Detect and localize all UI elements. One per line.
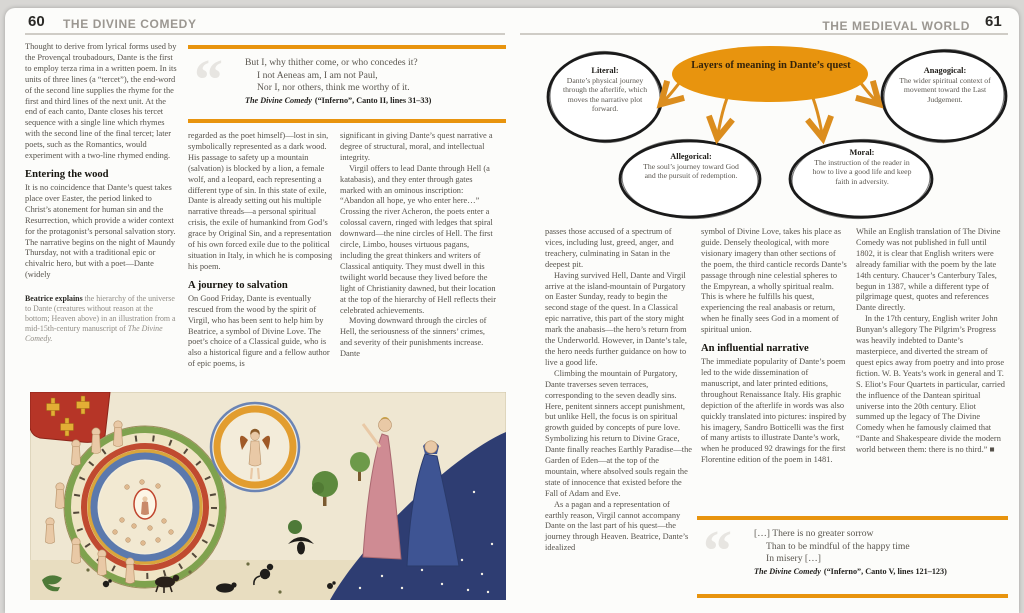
running-head-right: THE MEDIEVAL WORLD [822, 19, 970, 33]
header-rule-left [25, 33, 505, 35]
body-paragraph: It is no coincidence that Dante’s quest takes place over Easter, the period linked to Christ’s atonement for human sin and the Resurrection, which provide a wider context for the protagonist’s personal salvation story. The narrative begins on the night of Maundy Thursday, not with a traditional epic or chivalric hero, but with a poet—Dante (widely [25, 182, 176, 280]
cosmos-diagram [64, 426, 226, 588]
section-heading-journey-to-salvation: A journey to salvation [188, 279, 288, 291]
left-column-2 [188, 131, 333, 370]
quote-line-1: […] There is no greater sorrow [754, 528, 874, 539]
left-column-1 [25, 42, 177, 344]
section-heading-influential-narrative: An influential narrative [701, 343, 809, 355]
quote-attribution: The Divine Comedy (“Inferno”, Canto V, lines 121–123) [754, 566, 947, 576]
body-paragraph: The immediate popularity of Dante’s poem led to the wide dissemination of manuscript, and later printed editions, throughout Renaissance Italy. His graphic depiction of the afterlife in words was also quickly translated into pictures: inspired by his imagery, Sandro Botticelli was the first of many artists to illustrate Dante’s work, when he produced 92 drawings for the first Florentine edition of the poem in 1481. [701, 357, 847, 465]
quote-line-3: In misery […] [766, 553, 821, 565]
quote-attribution: The Divine Comedy (“Inferno”, Canto II, lines 31–33) [245, 95, 432, 105]
image-caption: Beatrice explains the hierarchy of the universe to Dante (creatures without reason at the bottom; Heaven above) in an illustration from a mid-15th-century manuscript of The Divine Comedy. [25, 294, 176, 344]
body-paragraph: Virgil offers to lead Dante through Hell (a katabasis), and they enter through gates marked with an ominous inscription: “Abandon all hope, ye who enter here…” Crossing the river Acheron, the poets enter a colossal cavern, ringed with ledges that spiral downward—the nine circles of Hell. The first circle, Limbo, houses virtuous pagans, including the great thinkers and writers of Classical antiquity. They must dwell in this twilight world because they lived before the light of Christianity dawned, but their location at the top of the hierarchy of Hell reflects their celebrated achievements. [340, 163, 497, 315]
header-rule-right [520, 33, 1008, 35]
angel-figure [211, 403, 299, 491]
body-paragraph: Having survived Hell, Dante and Virgil arrive at the island-mountain of Purgatory on Easter Sunday, ready to begin the second stage of the quest. In a Classical epic narrative, this part of the story might mark the anabasis—the hero’s return from the Underworld. However, in Dante’s tale, the hero needs further guidance on how to live a good life. [545, 270, 687, 367]
page-number-left: 60 [28, 13, 45, 30]
body-paragraph: significant in giving Dante’s quest narrative a degree of structural, moral, and intellectual integrity. [340, 131, 493, 162]
right-column-3 [856, 227, 1006, 456]
quote-box-canto2 [188, 45, 506, 123]
body-paragraph: While an English translation of The Divine Comedy was not published in full until 1802, it is clear that English writers were already familiar with the poem by the late 14th century. Chaucer’s Canterbury Tales, begun in 1387, while a different type of pilgrimage quest, quotes and references Dante directly. [856, 227, 1001, 313]
body-paragraph: symbol of Divine Love, takes his place as guide. Densely theological, with more visionary imagery than other sections of the poem, the third canticle records Dante’s passage through nine celestial spheres to the Empyrean, a wholly spiritual realm. This is where he fulfills his quest, experiencing the real anabasis or return, when he finally sees God in a moment of spiritual union. [701, 227, 847, 335]
quote-mark-icon: “ [703, 518, 732, 583]
allegorical-bubble-text: Allegorical: The soul’s journey toward God and the pursuit of redemption. [643, 152, 739, 181]
body-paragraph: passes those accused of a spectrum of vices, including lust, greed, anger, and treachery, culminating in Satan in the deepest pit. [545, 227, 674, 269]
body-paragraph: As a pagan and a representation of earthly reason, Virgil cannot accompany Dante on the last part of his quest—the journey through Heaven. Beatrice, Dante’s idealized [545, 499, 689, 553]
running-head-left: THE DIVINE COMEDY [63, 17, 197, 31]
right-column-2 [701, 227, 847, 466]
body-paragraph: In the 17th century, English writer John Bunyan’s allegory The Pilgrim’s Progress was heavily indebted to Dante’s masterpiece, and diverted the stream of quest epics away from poetry and into prose fiction. W. B. Yeats’s work in general and T. S. Eliot’s Four Quartets in particular, carried the influence of the Dantean spiritual universe into the 20th century. Eliot summed up the legacy of The Divine Comedy when he famously claimed that “Dante and Shakespeare divide the modern world between them: there is no third.” ■ [856, 314, 1005, 455]
quote-box-canto5 [697, 516, 1008, 598]
page-number-right: 61 [985, 13, 1002, 30]
quote-line-3: Nor I, nor others, think me worthy of it. [257, 82, 410, 94]
body-paragraph: On Good Friday, Dante is eventually rescued from the wood by the spirit of Virgil, who has been sent to help him by Beatrice, a symbol of Divine Love. The poet’s choice of a Classical guide, who is also a historical figure and a fellow author of epic poems, is [188, 293, 330, 369]
quote-line-1: But I, why thither come, or who concedes it? [245, 57, 418, 68]
diagram-title: Layers of meaning in Dante’s quest [691, 60, 851, 71]
body-paragraph: Climbing the mountain of Purgatory, Dante traverses seven terraces, corresponding to the seven deadly sins. Here, penitent sinners accept punishment, but unlike Hell, the focus is on spiritual growth guided by concepts of pure love. Symbolizing his return to Divine Grace, Dante finally reaches Earthly Paradise—the Garden of Eden—at the top of the mountain, where absolved souls regain the state of innocence that existed before the Fall of Adam and Eve. [545, 368, 692, 498]
body-paragraph: Moving downward through the circles of Hell, the seriousness of the sinners’ crimes, and severity of their punishments increase. Dante [340, 316, 487, 359]
body-paragraph: Thought to derive from lyrical forms used by the Provençal troubadours, Dante is the first to employ terza rima in a written poem. In its units of three lines (a “tercet”), the end-word of the second line supplies the rhyme for the first and third lines of the next unit. At the end of each canto, Dante closes his tercet sequence with a single line which rhymes with the second line of the final tercet; later poets, such as the Romantics, would experiment with a two-line rhymed ending. [25, 42, 177, 161]
body-paragraph: regarded as the poet himself)—lost in sin, symbolically represented as a dark wood. His passage to safety up a mountain (salvation) is blocked by a lion, a female wolf, and a leopard, each representing a different type of sin. In this state of exile, Dante is already setting out his multiple narrative threads—a personal spiritual crisis, the exile of humankind from God’s grace by Original Sin, and a representation of his own forced exile due to the political situation in Italy, in which he is composing his poem. [188, 131, 333, 271]
literal-bubble-text: Literal: Dante’s physical journey through the afterlife, which moves the narrative plot forward. [562, 66, 648, 114]
section-heading-entering-the-wood: Entering the wood [25, 168, 109, 180]
left-column-3 [340, 131, 498, 360]
quote-line-2: I not Aeneas am, I am not Paul, [257, 69, 378, 81]
right-column-1 [545, 227, 692, 554]
anagogical-bubble-text: Anagogical: The wider spiritual context of movement toward the Last Judgement. [899, 66, 991, 104]
moral-bubble-text: Moral: The instruction of the reader in how to live a good life and keep faith in adversity. [812, 148, 912, 186]
quote-line-2: Than to be mindful of the happy time [766, 540, 910, 552]
manuscript-illustration [30, 392, 506, 600]
diagram-center-ellipse [672, 46, 868, 102]
quote-mark-icon: “ [194, 47, 223, 112]
